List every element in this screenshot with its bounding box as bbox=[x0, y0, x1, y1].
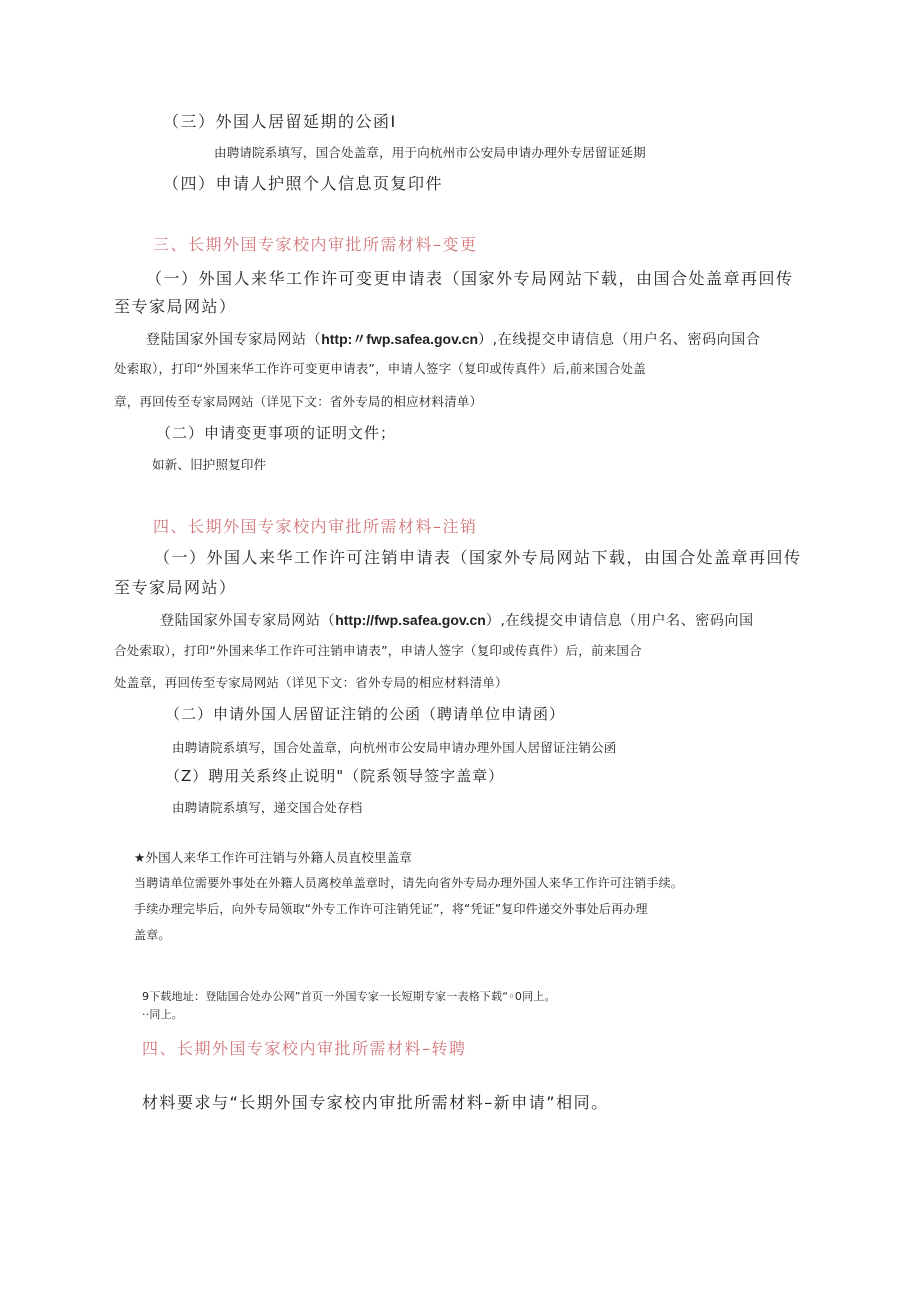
change-item-2-title: （二）申请变更事项的证明文件； bbox=[156, 424, 397, 442]
cancel-item-3-description: 由聘请院系填写，递交国合处存档 bbox=[172, 800, 363, 815]
cancel-desc-prefix: 登陆国家外国专家局网站（ bbox=[160, 613, 336, 629]
change-item-1-title-cont: 至专家局网站） bbox=[114, 297, 237, 316]
item-4-title: （四）申请人护照个人信息页复印件 bbox=[163, 174, 444, 193]
cancel-desc-suffix: ）,在线提交申请信息（用户名、密码向国 bbox=[485, 613, 754, 629]
cancel-description-line-2: 合处索取），打印“外国来华工作许可注销申请表”，申请人签字（复印或传真件）后，前来国合 bbox=[114, 643, 642, 658]
change-item-2-description: 如新、旧护照复印件 bbox=[152, 457, 267, 472]
change-desc-prefix: 登陆国家外国专家局网站（ bbox=[146, 332, 322, 348]
note-line-1: 当聘请单位需要外事处在外籍人员离校单盖章时，请先向省外专局办理外国人来华工作许可注销手续。 bbox=[134, 876, 684, 890]
section-4-heading: 四、长期外国专家校内审批所需材料–注销 bbox=[153, 517, 478, 536]
cancel-item-3-title: （Z）聘用关系终止说明"（院系领导签字盖章） bbox=[165, 767, 505, 785]
footnote-line-1: 9下载地址：登陆国合处办公网”首页一外国专家一长短期专家一表格下载“◦0同上。 bbox=[142, 990, 556, 1003]
change-description-line-3: 章，再回传至专家局网站（详见下文：省外专局的相应材料清单） bbox=[114, 394, 483, 409]
cancel-item-2-description: 由聘请院系填写，国合处盖章，向杭州市公安局申请办理外国人居留证注销公函 bbox=[172, 740, 617, 755]
safea-url: http://fwp.safea.gov.cn bbox=[335, 612, 486, 628]
footnote-line-2: ··同上。 bbox=[142, 1008, 183, 1021]
section-5-heading: 四、长期外国专家校内审批所需材料–转聘 bbox=[142, 1039, 467, 1058]
change-description-line-1 bbox=[146, 331, 761, 349]
section-5-body: 材料要求与“长期外国专家校内审批所需材料–新申请”相同。 bbox=[142, 1093, 609, 1112]
cancel-description-line-1 bbox=[160, 612, 754, 630]
cancel-item-1-title-cont: 至专家局网站） bbox=[114, 578, 237, 597]
change-item-1-title: （一）外国人来华工作许可变更申请表（国家外专局网站下载，由国合处盖章再回传 bbox=[146, 269, 794, 288]
change-description-line-2: 处索取），打印“外国来华工作许可变更申请表”，申请人签字（复印或传真件）后,前来国合处盖 bbox=[114, 361, 646, 376]
item-3-title: （三）外国人居留延期的公函Ⅰ bbox=[163, 112, 397, 131]
note-title: ★外国人来华工作许可注销与外籍人员直校里盖章 bbox=[134, 850, 413, 865]
item-3-description: 由聘请院系填写，国合处盖章，用于向杭州市公安局申请办理外专居留证延期 bbox=[214, 145, 646, 160]
change-desc-suffix: ）,在线提交申请信息（用户名、密码向国合 bbox=[478, 332, 761, 348]
cancel-item-1-title: （一）外国人来华工作许可注销申请表（国家外专局网站下载，由国合处盖章再回传 bbox=[154, 548, 802, 567]
cancel-description-line-3: 处盖章，再回传至专家局网站（详见下文：省外专局的相应材料清单） bbox=[114, 675, 508, 690]
note-line-3: 盖章。 bbox=[134, 928, 171, 942]
cancel-item-2-title: （二）申请外国人居留证注销的公函（聘请单位申请函） bbox=[165, 705, 566, 723]
safea-url: http:〃fwp.safea.gov.cn bbox=[321, 331, 479, 347]
note-line-2: 手续办理完毕后，向外专局领取“外专工作许可注销凭证”，将“凭证”复印件递交外事处后再办理 bbox=[134, 902, 648, 916]
section-3-heading: 三、长期外国专家校内审批所需材料–变更 bbox=[153, 235, 478, 254]
